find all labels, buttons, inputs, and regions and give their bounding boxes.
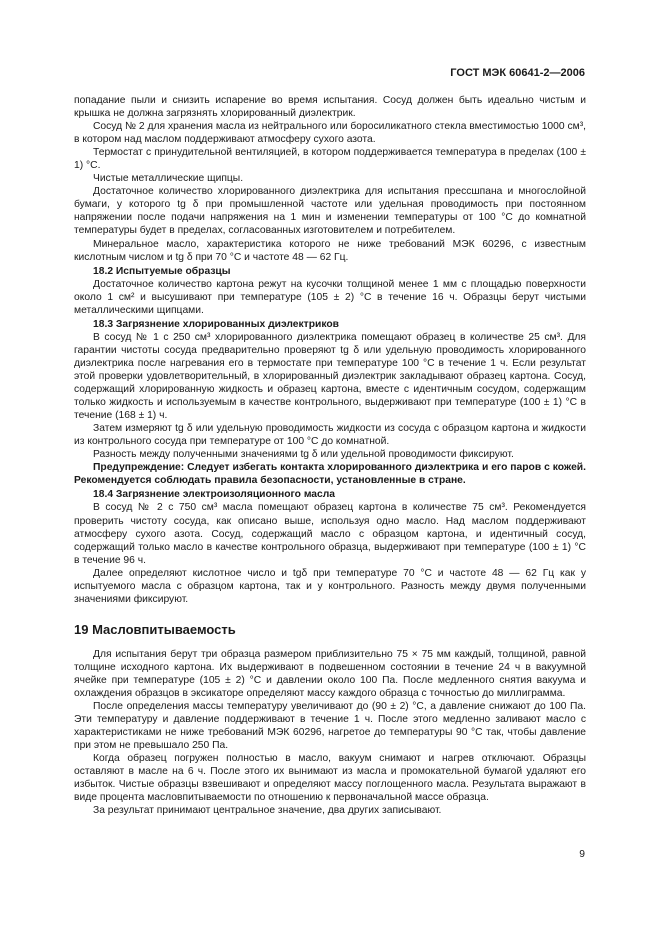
paragraph: Далее определяют кислотное число и tgδ при температуре 70 °С и частоте 48 — 62 Гц как у испытуемого масла с образцом картона, так и у контрольного. Разность между двумя полученными значениями фиксируют. <box>74 567 586 605</box>
standard-header: ГОСТ МЭК 60641-2—2006 <box>450 67 585 79</box>
paragraph: Для испытания берут три образца размером приблизительно 75 × 75 мм каждый, толщиной, равной толщине исходного картона. Их выдерживают в подвешенном состоянии в течение 24 ч в вакуумной ячейке при температуре (105 ± 2) °С и давлении около 100 Па. После медленного снятия вакуума и охлаждения образцов в эксикаторе определяют массу каждого образца с точностью до миллиграмма. <box>74 648 586 699</box>
paragraph: Затем измеряют tg δ или удельную проводимость жидкости из сосуда с образцом картона и жидкости из контрольного сосуда при температуре от 100 °С до комнатной. <box>74 423 586 448</box>
paragraph: После определения массы температуру увеличивают до (90 ± 2) °С, а давление снижают до 100 Па. Эти температуру и давление поддерживают в течение 1 ч. После этого медленно заливают масло с характеристиками не ниже требований МЭК 60296, нагретое до температуры 90 °С так, чтобы давление при этом не превышало 250 Па. <box>74 701 586 752</box>
paragraph: Чистые металлические щипцы. <box>93 173 244 185</box>
subsection-heading-18-3: 18.3 Загрязнение хлорированных диэлектриков <box>93 318 339 330</box>
paragraph: В сосуд № 2 с 750 см³ масла помещают образец картона в количестве 75 см³. Рекомендуется проверить чистоту сосуда, как описано выше, используя одно масло. Над маслом поддерживают атмосферу сухого азота. Сосуд, содержащий масло с образцом картона, и идентичный сосуд, содержащий только масло в качестве контрольного образца, выдерживают при температуре (100 ± 1) °С в течение 96 ч. <box>74 502 586 566</box>
subsection-heading-18-4: 18.4 Загрязнение электроизоляционного масла <box>93 489 336 501</box>
paragraph: Разность между полученными значениями tg δ или удельной проводимости фиксируют. <box>93 449 514 461</box>
paragraph: Сосуд № 2 для хранения масла из нейтрального или боросиликатного стекла вместимостью 1000 см³, в котором над маслом поддерживают атмосферу сухого азота. <box>74 121 586 146</box>
document-body <box>74 94 586 817</box>
paragraph: Когда образец погружен полностью в масло, вакуум снимают и нагрев отключают. Образцы оставляют в масле на 6 ч. После этого их вынимают из масла и промокательной бумагой удаляют его избыток. Чистые образцы взвешивают и определяют массу поглощенного масла. Результата выражают в виде процента масловпитываемости по отношению к первоначальной массе образца. <box>74 753 586 804</box>
subsection-heading-18-2: 18.2 Испытуемые образцы <box>93 265 231 277</box>
paragraph: За результат принимают центральное значение, два других записывают. <box>93 805 442 817</box>
paragraph: Минеральное масло, характеристика которого не ниже требований МЭК 60296, с известным кислотным числом и tg δ при 70 °С и частоте 48 — 62 Гц. <box>74 238 586 263</box>
paragraph: Достаточное количество картона режут на кусочки толщиной менее 1 мм с площадью поверхности около 1 см² и высушивают при температуре (105 ± 2) °С в течение 16 ч. Образцы берут чистыми металлическими щипцами. <box>74 278 586 316</box>
page-number: 9 <box>579 849 585 860</box>
paragraph: Достаточное количество хлорированного диэлектрика для испытания прессшпана и многослойной бумаги, у которого tg δ при промышленной частоте или удельная проводимость при постоянном напряжении после подачи напряжения на 1 мин и изменении температуры от 100 °С до комнатной температуры будет в пределах, согласованных изготовителем и потребителем. <box>74 186 586 237</box>
warning-paragraph: Предупреждение: Следует избегать контакта хлорированного диэлектрика и его паров с кожей. Рекомендуется соблюдать правила безопасности, установленные в стране. <box>74 462 586 487</box>
paragraph: попадание пыли и снизить испарение во время испытания. Сосуд должен быть идеально чистым и крышка не должна загрязнять хлорированный диэлектрик. <box>74 95 586 120</box>
paragraph: Термостат с принудительной вентиляцией, в котором поддерживается температура в пределах (100 ± 1) °С. <box>74 147 586 172</box>
section-heading-19: 19 Масловпитываемость <box>74 621 236 637</box>
paragraph: В сосуд № 1 с 250 см³ хлорированного диэлектрика помещают образец в количестве 25 см³. Для гарантии чистоты сосуда предварительно проверяют tg δ или удельную проводимость хлорированного диэлектрика после нагревания его в термостате при температуре 100 °С в течение 1 ч. Если результат этой проверки удовлетворительный, в хлорированный диэлектрик закладывают образец картона. Сосуд, содержащий хлорированную жидкость и образец картона, вместе с идентичным сосудом, содержащим только жидкость и используемым в качестве контрольного, выдерживают при температуре (100 ± 1) °С в течение (168 ± 1) ч. <box>74 331 586 422</box>
